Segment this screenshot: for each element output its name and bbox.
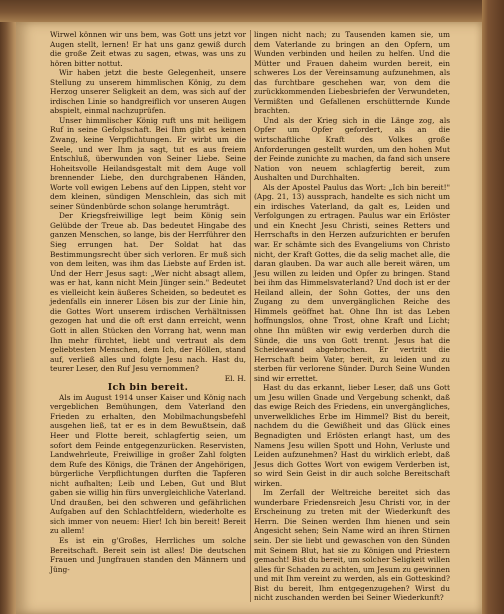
scan-top-edge [0, 0, 504, 22]
column-divider [250, 30, 251, 602]
right-column [254, 30, 450, 603]
paragraph: lingen nicht nach; zu Tausenden kamen sie, um dem Vaterlande zu bringen an den Opfern, um Wunden verbinden und heilen zu helfen. Und die Mütter und Frauen daheim wurden bereit, ein schweres Los der Vereinsamung aufzunehmen, als das furchtbare geschehen war, von dem die zurückkommenden Liebesbriefen der Verwundeten, Vermißten und Gefallenen erschütternde Kunde brachten. [254, 30, 450, 116]
paragraph: Als im August 1914 unser Kaiser und König nach vergeblichen Bemühungen, dem Vaterland den Frieden zu erhalten, den Mobilmachungsbefehl ausgehen ließ, tat er es in dem Bewußtsein, daß Heer und Flotte bereit, schlagfertig seien, um sofort dem Feinde entgegenzurücken. Reservisten, Landwehrleute, Freiwillige in großer Zahl folgten dem Rufe des Königs, die Tränen der Angehörigen, bürgerliche Verpflichtungen durften die Tapferen nicht aufhalten; Leib und Leben, Gut und Blut gaben sie willig hin fürs unvergleichliche Vaterland. Und draußen, bei den schweren und gefährlichen Aufgaben auf den Schlachtfeldern, wiederholte es sich immer von neuem: Hier! Ich bin bereit! Bereit zu allem! [50, 392, 246, 536]
paragraph: Wir haben jetzt die beste Gelegenheit, unsere Stellung zu unserem himmlischen König, zu dem Herzog unserer Seligkeit an dem, was sich auf der irdischen Linie so handgreiflich vor unseren Augen abspielt, einmal nachzuprüfen. [50, 68, 246, 116]
paragraph: Es ist ein g'Großes, Herrliches um solche Bereitschaft. Bereit sein ist alles! Die deutschen Frauen und Jungfrauen standen den Männern und Jüng- [50, 535, 246, 574]
paragraph: Der Kriegsfreiwillige legt beim König sein Gelübde der Treue ab. Das bedeutet Hingabe des ganzen Menschen, so lange, bis der Herrführer den Sieg errungen hat. Der Soldat hat das Bestimmungsrecht über sich verloren. Er muß sich von dem leiten, was ihm das Liebste auf Erden ist. Und der Herr Jesus sagt: „Wer nicht absagt allem, was er hat, kann nicht Mein Jünger sein." Bedeutet es vielleicht kein äußeres Scheiden, so bedeutet es jedenfalls ein innerer Lösen bis zur der Linie hin, die Gottes Wort unserem irdischen Verhältnissen gezogen hat und die oft erst dann erreicht, wenn Gott in allen Stücken den Vorrang hat, wenn man Ihn mehr fürchtet, liebt und vertraut als dem geliebtesten Menschen, dem Ich, der Höllen, stand auf, verließ alles und folgte Jesu nach. Hast du, teurer Leser, den Ruf Jesu vernommen? [50, 211, 246, 374]
paragraph: Wirwel können wir uns bem, was Gott uns jetzt vor Augen stellt, lernen! Er hat uns ganz gewiß durch die große Zeit etwas zu sagen, etwas, was uns zu hören bitter nottut. [50, 30, 246, 68]
paragraph: Hast du das erkannt, lieber Leser, daß uns Gott um Jesu willen Gnade und Vergebung schenkt, daß das ewige Reich des Friedens, ein unvergängliches, unverwelkliches Erbe im Himmel? Bist du bereit, nachdem du die Gewißheit und das Glück eines Begnadigten und Erlösten erlangt hast, um des Namens Jesu willen Spott und Hohn, Verluste und Leiden aufzunehmen? Hast du wirklich erlebt, daß Jesus dich Gottes Wort von ewigem Verderben ist, so wird Sein Geist in dir auch solche Bereitschaft wirken. [254, 383, 450, 488]
book-cover-edge [482, 0, 504, 614]
paragraph: Im Zerfall der Weltreiche bereitet sich das wunderbare Friedensreich Jesu Christi vor, in der Erscheinung zu treten mit der Wiederkunft des Herrn. Die Seinen werden Ihm hienen und sein Angesicht sehen; Sein Name wird an ihren Stirnen sein. Der sie liebt und gewaschen von den Sünden mit Seinem Blut, hat sie zu Königen und Priestern gemacht! Bist du bereit, um solcher Seligkeit willen alles für Schaden zu achten, um Jesum zu gewinnen und mit Ihm vereint zu werden, als ein Gotteskind? Bist du bereit, Ihm entgegenzugehen? Wirst du nicht zuschanden werden bei Seiner Wiederkunft? [254, 488, 450, 603]
left-column [50, 30, 246, 574]
paragraph: Als der Apostel Paulus das Wort: „Ich bin bereit!" (Apg. 21, 13) aussprach, handelte es sich nicht um ein irdisches Vaterland, da galt es, Leiden und Verfolgungen zu ertragen. Paulus war ein Erlöster und ein Knecht Jesu Christi, seines Retters und Herrschafts in den Herzen aufzurichten er berufen war. Er schämte sich des Evangeliums von Christo nicht, der Kraft Gottes, die da selig machet alle, die daran glauben. Da war auch alle bereit wären, um Jesu willen zu leiden und Opfer zu bringen. Stand bei ihm das Himmelsvaterland? Und doch ist er der Heiland allein, der Sohn Gottes, der uns den Zugang zu dem unvergänglichen Reiche des Himmels geöffnet hat. Ohne Ihn ist das Leben hoffnungslos, ohne Trost, ohne Kraft und Licht; ohne Ihn müßten wir ewig verderben durch die Sünde, die uns von Gott trennt. Jesus hat die Scheidewand abgebrochen. Er vertritt die Herrschaft beim Vater, bereit, zu leiden und zu sterben für verlorene Sünder. Durch Seine Wunden sind wir errettet. [254, 182, 450, 383]
author-signature: El. H. [224, 373, 246, 383]
paragraph: Und als der Krieg sich in die Länge zog, als Opfer um Opfer gefordert, als an die wirtschaftliche Kraft des Volkes große Anforderungen gestellt wurden, um den hohen Mut der Feinde zunichte zu machen, da fand sich unsere Nation von neuem schlagfertig bereit, zum Aushalten und Durchhalten. [254, 115, 450, 183]
paragraph: Unser himmlischer König ruft uns mit heiligem Ruf in seine Gefolgschaft. Bei Ihm gibt es keinen Zwang, keine Verpflichtungen. Er wirbt um die Seele, und wer Ihm ja sagt, tut es aus freiem Entschluß, überwunden von Seiner Liebe. Seine Hoheitsvolle Heilandsgestalt mit dem Auge voll brennender Liebe, den durchgrabenen Händen, Worte voll ewigen Lebens auf den Lippen, steht vor dem kleinen, sündigen Menschlein, das sich mit seiner Sündenbürde schon solange herumträgt. [50, 115, 246, 211]
section-title: Ich bin bereit. [107, 382, 189, 394]
